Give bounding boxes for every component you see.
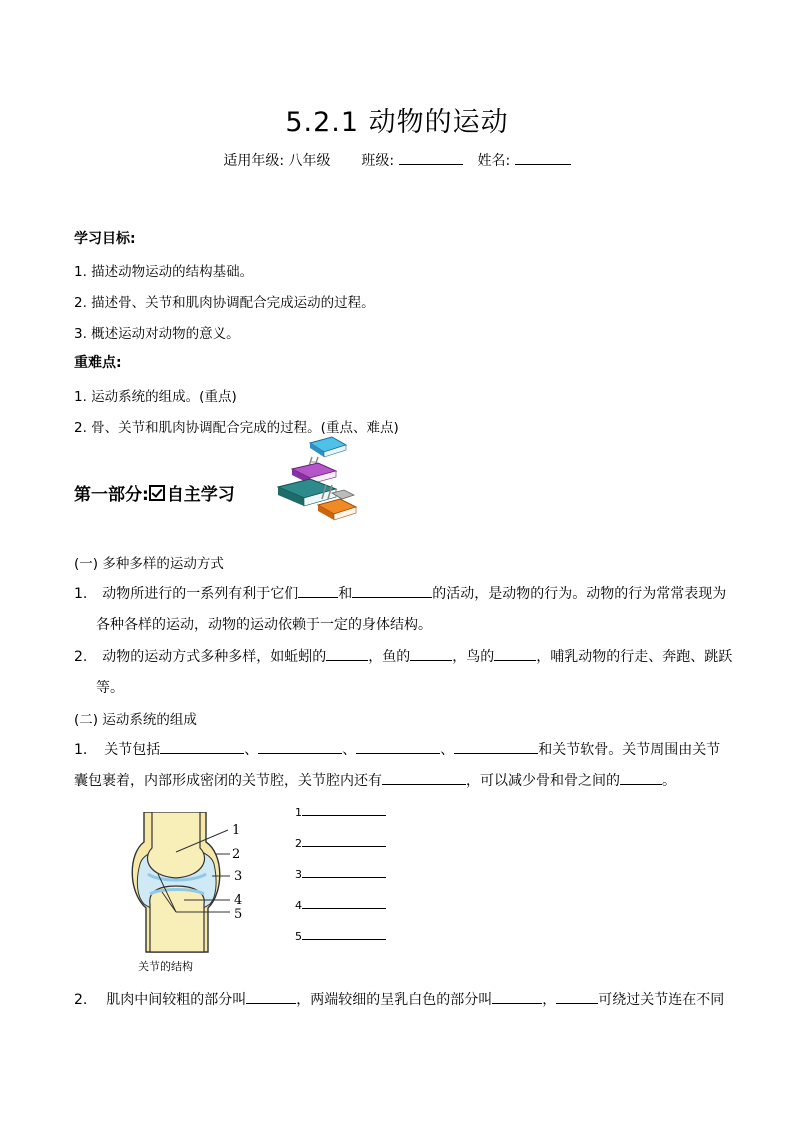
answer-blank[interactable]: [382, 770, 466, 785]
figure-answer-blank[interactable]: [302, 928, 386, 940]
part1-prefix: 第一部分:: [74, 485, 149, 505]
figure-label-4: 4: [234, 893, 243, 908]
name-label: 姓名:: [477, 153, 511, 169]
objective-item: 1. 描述动物运动的结构基础。: [74, 264, 254, 280]
figure-label-1: 1: [232, 823, 241, 838]
key-points-heading: 重难点:: [74, 355, 122, 371]
part1-label: 自主学习: [166, 485, 235, 505]
grade-label: 适用年级: 八年级: [223, 153, 331, 169]
figure-answer-row: 1: [295, 804, 386, 819]
figure-label-5: 5: [234, 907, 243, 922]
key-point-item: 1. 运动系统的组成。(重点): [74, 389, 237, 405]
answer-blank[interactable]: [352, 583, 432, 598]
objectives-heading: 学习目标:: [74, 231, 136, 247]
section1-q2-line1: 2. 动物的运动方式多种多样，如蚯蚓的 ，鱼的 ，鸟的 ，哺乳动物的行走、奔跑、跳跃: [74, 646, 732, 666]
figure-answer-blank[interactable]: [302, 804, 386, 816]
figure-answer-blank[interactable]: [302, 835, 386, 847]
name-blank[interactable]: [515, 150, 571, 165]
class-blank[interactable]: [399, 150, 463, 165]
figure-answer-row: 2: [295, 835, 386, 850]
figure-answer-row: 5: [295, 928, 386, 943]
objective-item: 2. 描述骨、关节和肌肉协调配合完成运动的过程。: [74, 295, 375, 311]
section2-q1-line2: 囊包裹着，内部形成密闭的关节腔，关节腔内还有 ，可以减少骨和骨之间的 。: [74, 770, 676, 790]
figure-label-3: 3: [234, 869, 243, 884]
figure-label-2: 2: [232, 847, 241, 862]
section1-q2-line2: 等。: [96, 680, 124, 696]
answer-blank[interactable]: [410, 646, 452, 661]
answer-blank[interactable]: [246, 989, 296, 1004]
key-point-item: 2. 骨、关节和肌肉协调配合完成的过程。(重点、难点): [74, 420, 399, 436]
answer-blank[interactable]: [160, 739, 244, 754]
figure-answer-row: 3: [295, 866, 386, 881]
figure-answer-blank[interactable]: [302, 866, 386, 878]
joint-structure-figure: [124, 812, 254, 960]
figure-answer-row: 4: [295, 897, 386, 912]
section1-q1-line2: 各种各样的运动，动物的运动依赖于一定的身体结构。: [96, 617, 432, 633]
answer-blank[interactable]: [620, 770, 662, 785]
stacked-books-icon: [270, 435, 362, 527]
section2-q2-line1: 2. 肌肉中间较粗的部分叫 ，两端较细的呈乳白色的部分叫 ， 可绕过关节连在不同: [74, 989, 724, 1009]
figure-caption: 关节的结构: [138, 960, 193, 973]
checkbox-icon: [149, 485, 165, 501]
section1-q1-line1: 1. 动物所进行的一系列有利于它们 和 的活动，是动物的行为。动物的行为常常表现为: [74, 583, 726, 603]
answer-blank[interactable]: [326, 646, 368, 661]
answer-blank[interactable]: [494, 646, 536, 661]
subtitle: [0, 150, 794, 170]
figure-answer-blank[interactable]: [302, 897, 386, 909]
section2-q1-line1: 1. 关节包括 、 、 、 和关节软骨。关节周围由关节: [74, 739, 720, 759]
section1-heading: (一) 多种多样的运动方式: [74, 556, 224, 572]
answer-blank[interactable]: [492, 989, 542, 1004]
page-title: 5.2.1 动物的运动: [285, 107, 509, 138]
section2-heading: (二) 运动系统的组成: [74, 712, 197, 728]
answer-blank[interactable]: [258, 739, 342, 754]
part1-heading: [74, 480, 235, 505]
objective-item: 3. 概述运动对动物的意义。: [74, 326, 240, 342]
class-label: 班级:: [361, 153, 395, 169]
answer-blank[interactable]: [556, 989, 598, 1004]
answer-blank[interactable]: [356, 739, 440, 754]
answer-blank[interactable]: [298, 583, 338, 598]
answer-blank[interactable]: [454, 739, 538, 754]
